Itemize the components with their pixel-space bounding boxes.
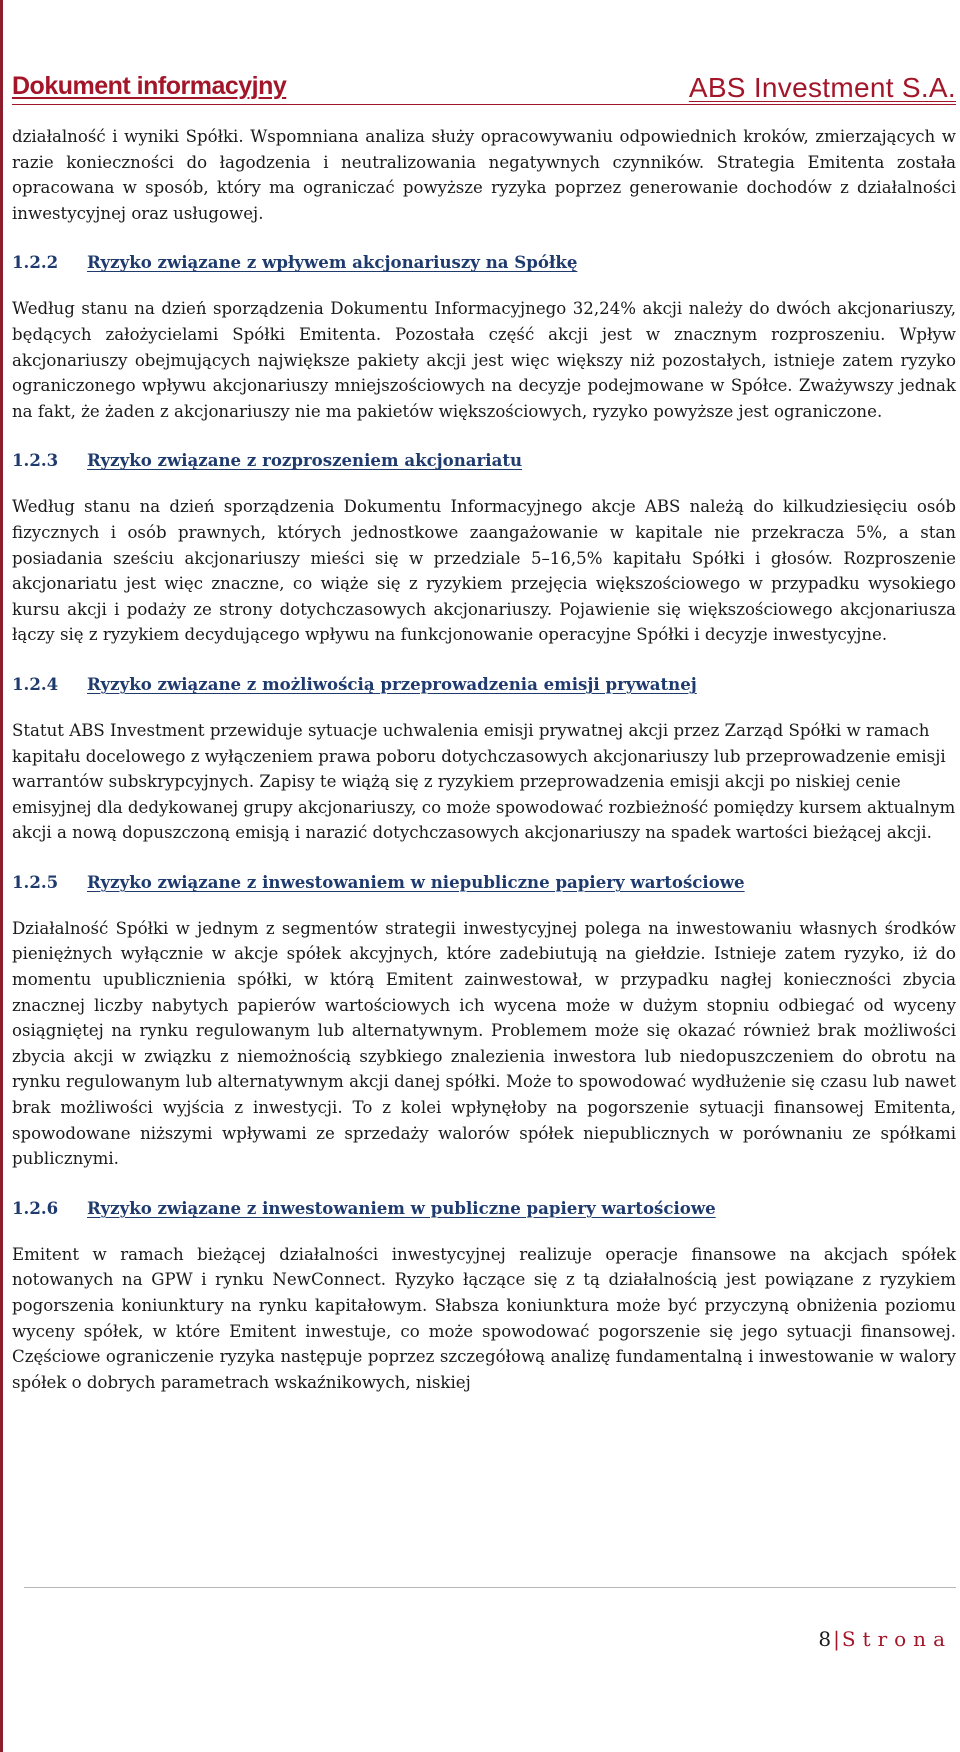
section-paragraph: Działalność Spółki w jednym z segmentów strategii inwestycyjnej polega na inwestowaniu własnych środków pieniężnych wyłącznie w akcje spółek akcyjnych, które zadebiutują na giełdzie. Istnieje zatem ryzyko, iż do momentu upublicznienia spółki, w którą Emitent zainwestował, w przypadku nagłej konieczności zbycia znacznej liczby nabytych papierów wartościowych ich wycena może w dużym stopniu odbiegać od wyceny osiągniętej na rynku regulowanym lub alternatywnym. Problemem może się okazać również brak możliwości zbycia akcji w związku z niemożnością szybkiego znalezienia inwestora lub niedopuszczeniem do obrotu na rynku regulowanym lub alternatywnym akcji danej spółki. Może to spowodować wydłużenie się czasu lub nawet brak możliwości wyjścia z inwestycji. To z kolei wpłynęłoby na pogorszenie sytuacji finansowej Emitenta, spowodowane niższymi wpływami ze sprzedaży walorów spółek niepublicznych w porównaniu ze spółkami publicznymi. [12, 918, 956, 1169]
header-rule [12, 104, 956, 105]
section-paragraph: Według stanu na dzień sporządzenia Dokumentu Informacyjnego akcje ABS należą do kilkudziesięciu osób fizycznych i osób prawnych, których jednostkowe zaangażowanie w kapitale nie przekracza 5%, a stan posiadania sześciu akcjonariuszy mieści się w przedziale 5–16,5% kapitału Spółki i głosów. Rozproszenie akcjonariatu jest więc znaczne, co wiąże się z ryzykiem przejęcia większościowego w przypadku wysokiego kursu akcji i podaży ze strony dotychczasowych akcjonariuszy. Pojawienie się większościowego akcjonariusza łączy się z ryzykiem decydującego wpływu na funkcjonowanie operacyjne Spółki i decyzje inwestycyjne. [12, 497, 956, 645]
section-number: 1.2.2 [12, 252, 59, 273]
company-name: ABS Investment S.A. [688, 72, 956, 103]
section-heading-1-2-5 [12, 870, 956, 895]
section-number: 1.2.5 [12, 871, 59, 892]
footer-separator: | [833, 1627, 840, 1651]
document-title: Dokument informacyjny [12, 72, 287, 100]
page-footer [818, 1627, 952, 1651]
section-heading-1-2-4 [12, 672, 956, 697]
section-heading-1-2-6 [12, 1196, 956, 1221]
section-paragraph: Według stanu na dzień sporządzenia Dokumentu Informacyjnego 32,24% akcji należy do dwóch akcjonariuszy, będących założycielami Spółki Emitenta. Pozostała część akcji jest w znacznym rozproszeniu. Wpływ akcjonariuszy obejmujących największe pakiety akcji jest więc większy niż pozostałych, istnieje zatem ryzyko ograniczonego wpływu akcjonariuszy mniejszościowych na decyzje podejmowane w Spółce. Zważywszy jednak na fakt, że żaden z akcjonariuszy nie ma pakietów większościowych, ryzyko powyższe jest ograniczone. [12, 299, 956, 421]
section-heading-1-2-2 [12, 250, 956, 275]
section-number: 1.2.3 [12, 450, 59, 471]
section-number: 1.2.6 [12, 1197, 59, 1218]
page-header [12, 72, 956, 108]
section-title: Ryzyko związane z rozproszeniem akcjonariatu [87, 450, 523, 471]
section-paragraph: Emitent w ramach bieżącej działalności inwestycyjnej realizuje operacje finansowe na akcjach spółek notowanych na GPW i rynku NewConnect. Ryzyko łączące się z tą działalnością jest powiązane z ryzykiem pogorszenia koniunktury na rynku kapitałowym. Słabsza koniunktura może być przyczyną obniżenia poziomu wyceny spółek, w które Emitent inwestuje, co może spowodować pogorszenie się jego sytuacji finansowej. Częściowe ograniczenie ryzyka następuje poprzez szczegółową analizę fundamentalną i inwestowanie w walory spółek o dobrych parametrach wskaźnikowych, niskiej [12, 1244, 956, 1392]
section-paragraph: Statut ABS Investment przewiduje sytuacje uchwalenia emisji prywatnej akcji przez Zarząd Spółki w ramach kapitału docelowego z wyłączeniem prawa poboru dotychczasowych akcjonariuszy lub przeprowadzenie emisji warrantów subskrypcyjnych. Zapisy te wiążą się z ryzykiem przeprowadzenia emisji akcji po niskiej cenie emisyjnej dla dedykowanej grupy akcjonariuszy, co może spowodować rozbieżność pomiędzy kursem aktualnym akcji a nową dopuszczoną emisją i narazić dotychczasowych akcjonariuszy na spadek wartości bieżącej akcji. [12, 720, 956, 843]
section-number: 1.2.4 [12, 673, 59, 694]
intro-paragraph: działalność i wyniki Spółki. Wspomniana analiza służy opracowywaniu odpowiednich kroków, zmierzających w razie konieczności do łagodzenia i neutralizowania negatywnych czynników. Strategia Emitenta została opracowana w sposób, który ma ograniczać powyższe ryzyka poprzez generowanie dochodów z działalności inwestycyjnej oraz usługowej. [12, 127, 956, 223]
page-word: Strona [841, 1627, 952, 1651]
footer-rule [24, 1587, 956, 1588]
page-number: 8 [818, 1627, 832, 1651]
section-title: Ryzyko związane z możliwością przeprowadzenia emisji prywatnej [87, 673, 697, 694]
section-title: Ryzyko związane z inwestowaniem w publiczne papiery wartościowe [87, 1197, 716, 1218]
section-heading-1-2-3 [12, 448, 956, 473]
page-content [12, 124, 956, 1395]
section-title: Ryzyko związane z inwestowaniem w niepubliczne papiery wartościowe [87, 871, 745, 892]
page-left-border [0, 0, 3, 1752]
section-title: Ryzyko związane z wpływem akcjonariuszy na Spółkę [87, 252, 578, 273]
